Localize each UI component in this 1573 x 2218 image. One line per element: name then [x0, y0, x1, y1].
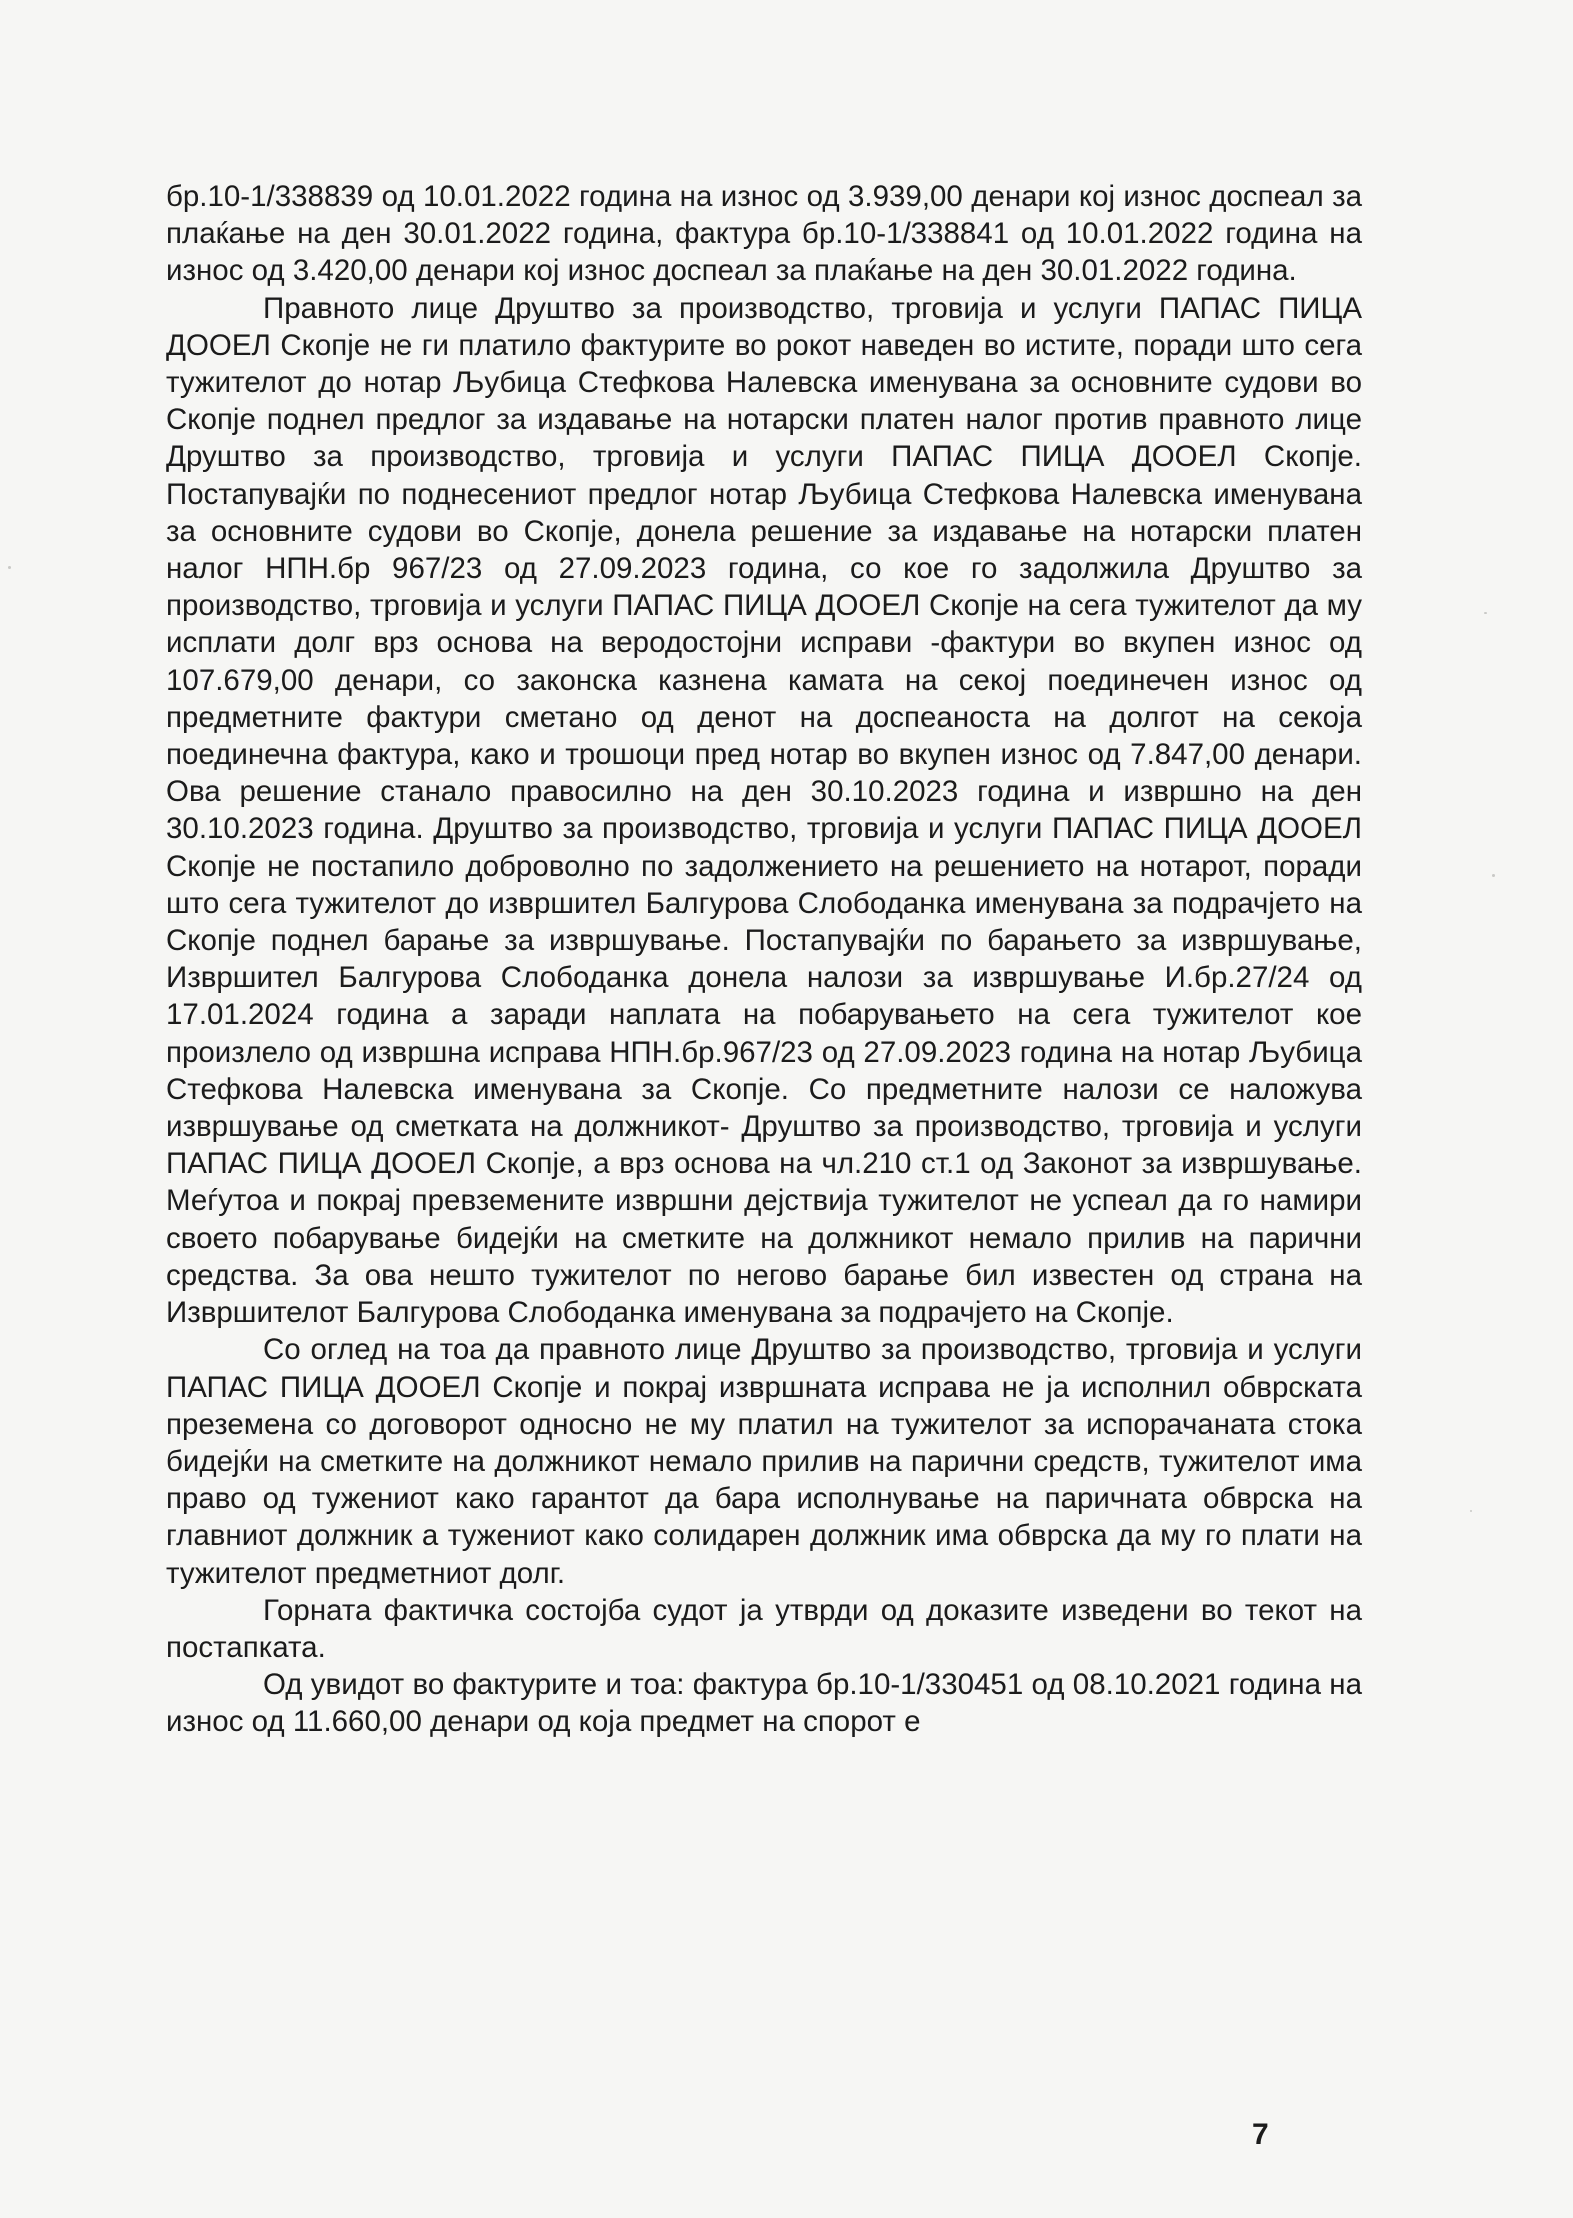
scan-speck [1484, 612, 1487, 614]
scan-speck [8, 566, 11, 569]
page-number: 7 [1252, 2118, 1269, 2151]
paragraph-factual-state: Горната фактичка состојба судот ја утврди од доказите изведени во текот на постапката. [166, 1593, 1362, 1664]
paragraph-invoice-continuation: бр.10-1/338839 од 10.01.2022 година на износ од 3.939,00 денари кој износ доспеал за плаќање на ден 30.01.2022 година, фактура бр.10-1/338841 од 10.01.2022 година на износ од 3.420,00 денари кој износ доспеал за плаќање на ден 30.01.2022 година. [166, 180, 1362, 288]
document-body [166, 178, 1362, 1741]
paragraph-invoice-review: Од увидот во фактурите и тоа: фактура бр.10-1/330451 од 08.10.2021 година на износ од 11.660,00 денари од која предмет на спорот е [166, 1668, 1362, 1739]
paragraph-guarantor-obligation: Со оглед на тоа да правното лице Друштво за производство, трговија и услуги ПАПАС ПИЦА ДООЕЛ Скопје и покрај извршната исправа не ја исполнил обврската преземена со договорот односно не му платил на тужителот за испорачаната стока бидејќи на сметките на должникот немало прилив на парични средств, тужителот има право од тужениот како гарантот да бара исполнување на паричната обврска на главниот должник а тужениот како солидарен должник има обврска да му го плати на тужителот предметниот долг. [166, 1333, 1362, 1590]
paragraph-legal-proceedings: Правното лице Друштво за производство, трговија и услуги ПАПАС ПИЦА ДООЕЛ Скопје не ги платило фактурите во рокот наведен во истите, поради што сега тужителот до нотар Љубица Стефкова Налевска именувана за основните судови во Скопје поднел предлог за издавање на нотарски платен налог против правното лице Друштво за производство, трговија и услуги ПАПАС ПИЦА ДООЕЛ Скопје. Постапувајќи по поднесениот предлог нотар Љубица Стефкова Налевска именувана за основните судови во Скопје, донела решение за издавање на нотарски платен налог НПН.бр 967/23 од 27.09.2023 година, со кое го задолжила Друштво за производство, трговија и услуги ПАПАС ПИЦА ДООЕЛ Скопје на сега тужителот да му исплати долг врз основа на веродостојни исправи -фактури во вкупен износ од 107.679,00 денари, со законска казнена камата на секој поединечен износ од предметните фактури сметано од денот на доспеаноста на долгот на секоја поединечна фактура, како и трошоци пред нотар во вкупен износ од 7.847,00 денари. Ова решение станало правосилно на ден 30.10.2023 година и извршно на ден 30.10.2023 година. Друштво за производство, трговија и услуги ПАПАС ПИЦА ДООЕЛ Скопје не постапило доброволно по задолжението на решението на нотарот, поради што сега тужителот до извршител Балгурова Слободанка именувана за подрачјето на Скопје поднел барање за извршување. Постапувајќи по барањето за извршување, Извршител Балгурова Слободанка донела налози за извршување И.бр.27/24 од 17.01.2024 година а заради наплата на побарувањето на сега тужителот кое произлело од извршна исправа НПН.бр.967/23 од 27.09.2023 година на нотар Љубица Стефкова Налевска именувана за Скопје. Со предметните налози се наложува извршување од сметката на должникот- Друштво за производство, трговија и услуги ПАПАС ПИЦА ДООЕЛ Скопје, а врз основа на чл.210 ст.1 од Законот за извршување. Меѓутоа и покрај превземените извршни дејствија тужителот не успеал да го намири своето побарување бидејќи на сметките на должникот немало прилив на парични средства. За ова нешто тужителот по негово барање бил известен од страна на Извршителот Балгурова Слободанка именувана за подрачјето на Скопје. [166, 291, 1362, 1330]
scan-speck [1470, 1510, 1472, 1512]
scan-speck [1492, 874, 1495, 877]
